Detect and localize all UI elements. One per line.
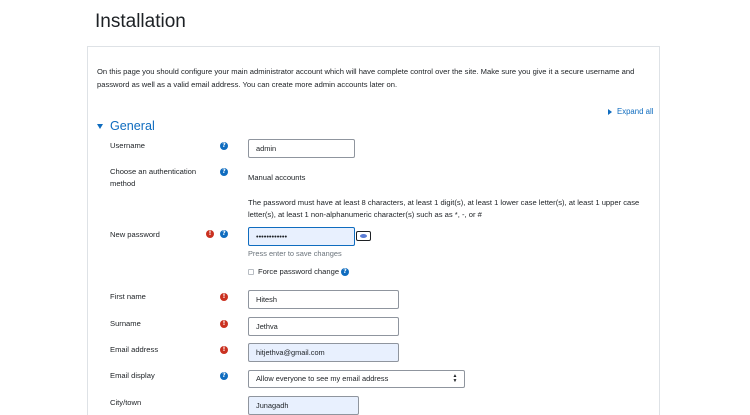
force-password-change-label: Force password change	[258, 267, 340, 276]
expand-all-label: Expand all	[617, 107, 654, 116]
firstname-input[interactable]: Hitesh	[248, 290, 399, 309]
password-hint: Press enter to save changes	[248, 249, 342, 258]
email-display-label: Email display	[110, 371, 155, 380]
city-input[interactable]: Junagadh	[248, 396, 359, 415]
section-title: General	[110, 119, 155, 133]
collapse-caret-icon	[97, 124, 103, 129]
city-label: City/town	[110, 398, 142, 407]
required-icon: !	[220, 346, 228, 354]
unmask-password-button[interactable]	[356, 231, 371, 241]
email-input[interactable]: hitjethva@gmail.com	[248, 343, 399, 362]
new-password-label: New password	[110, 230, 160, 239]
intro-text: On this page you should configure your main administrator account which will have complete control over the site. Make sure you give it a secure username and password as well as a valid email address. You can create more admin accounts later on.	[97, 67, 635, 89]
username-help-icon[interactable]: ?	[220, 142, 228, 150]
force-change-help-icon[interactable]: ?	[341, 268, 349, 276]
username-input[interactable]: admin	[248, 139, 355, 158]
password-policy-text: The password must have at least 8 characters, at least 1 digit(s), at least 1 lower case letter(s), at least 1 upper case letter(s), at least 1 non-alphanumeric character(s) such as as *, -, or #	[248, 198, 640, 219]
firstname-label: First name	[110, 292, 146, 301]
email-display-help-icon[interactable]: ?	[220, 372, 228, 380]
force-password-change-checkbox[interactable]	[248, 269, 254, 275]
username-label: Username	[110, 141, 146, 150]
auth-method-value: Manual accounts	[248, 173, 306, 182]
eye-icon	[360, 234, 367, 238]
expand-triangle-icon	[608, 109, 612, 115]
required-icon: !	[220, 293, 228, 301]
surname-input[interactable]: Jethva	[248, 317, 399, 336]
email-display-select[interactable]	[248, 370, 465, 388]
page-title: Installation	[95, 11, 186, 32]
email-display-selected: Allow everyone to see my email address	[256, 374, 389, 383]
surname-label: Surname	[110, 319, 141, 328]
new-password-input[interactable]: ••••••••••••	[248, 227, 355, 246]
required-icon: !	[220, 320, 228, 328]
section-general-header[interactable]	[97, 119, 155, 133]
select-arrows-icon: ▲ ▼	[452, 373, 458, 384]
required-icon: !	[206, 230, 214, 238]
auth-method-label: Choose an authentication method	[110, 167, 197, 188]
auth-help-icon[interactable]: ?	[220, 168, 228, 176]
expand-all-link[interactable]	[608, 107, 653, 116]
password-help-icon[interactable]: ?	[220, 230, 228, 238]
email-label: Email address	[110, 345, 159, 354]
